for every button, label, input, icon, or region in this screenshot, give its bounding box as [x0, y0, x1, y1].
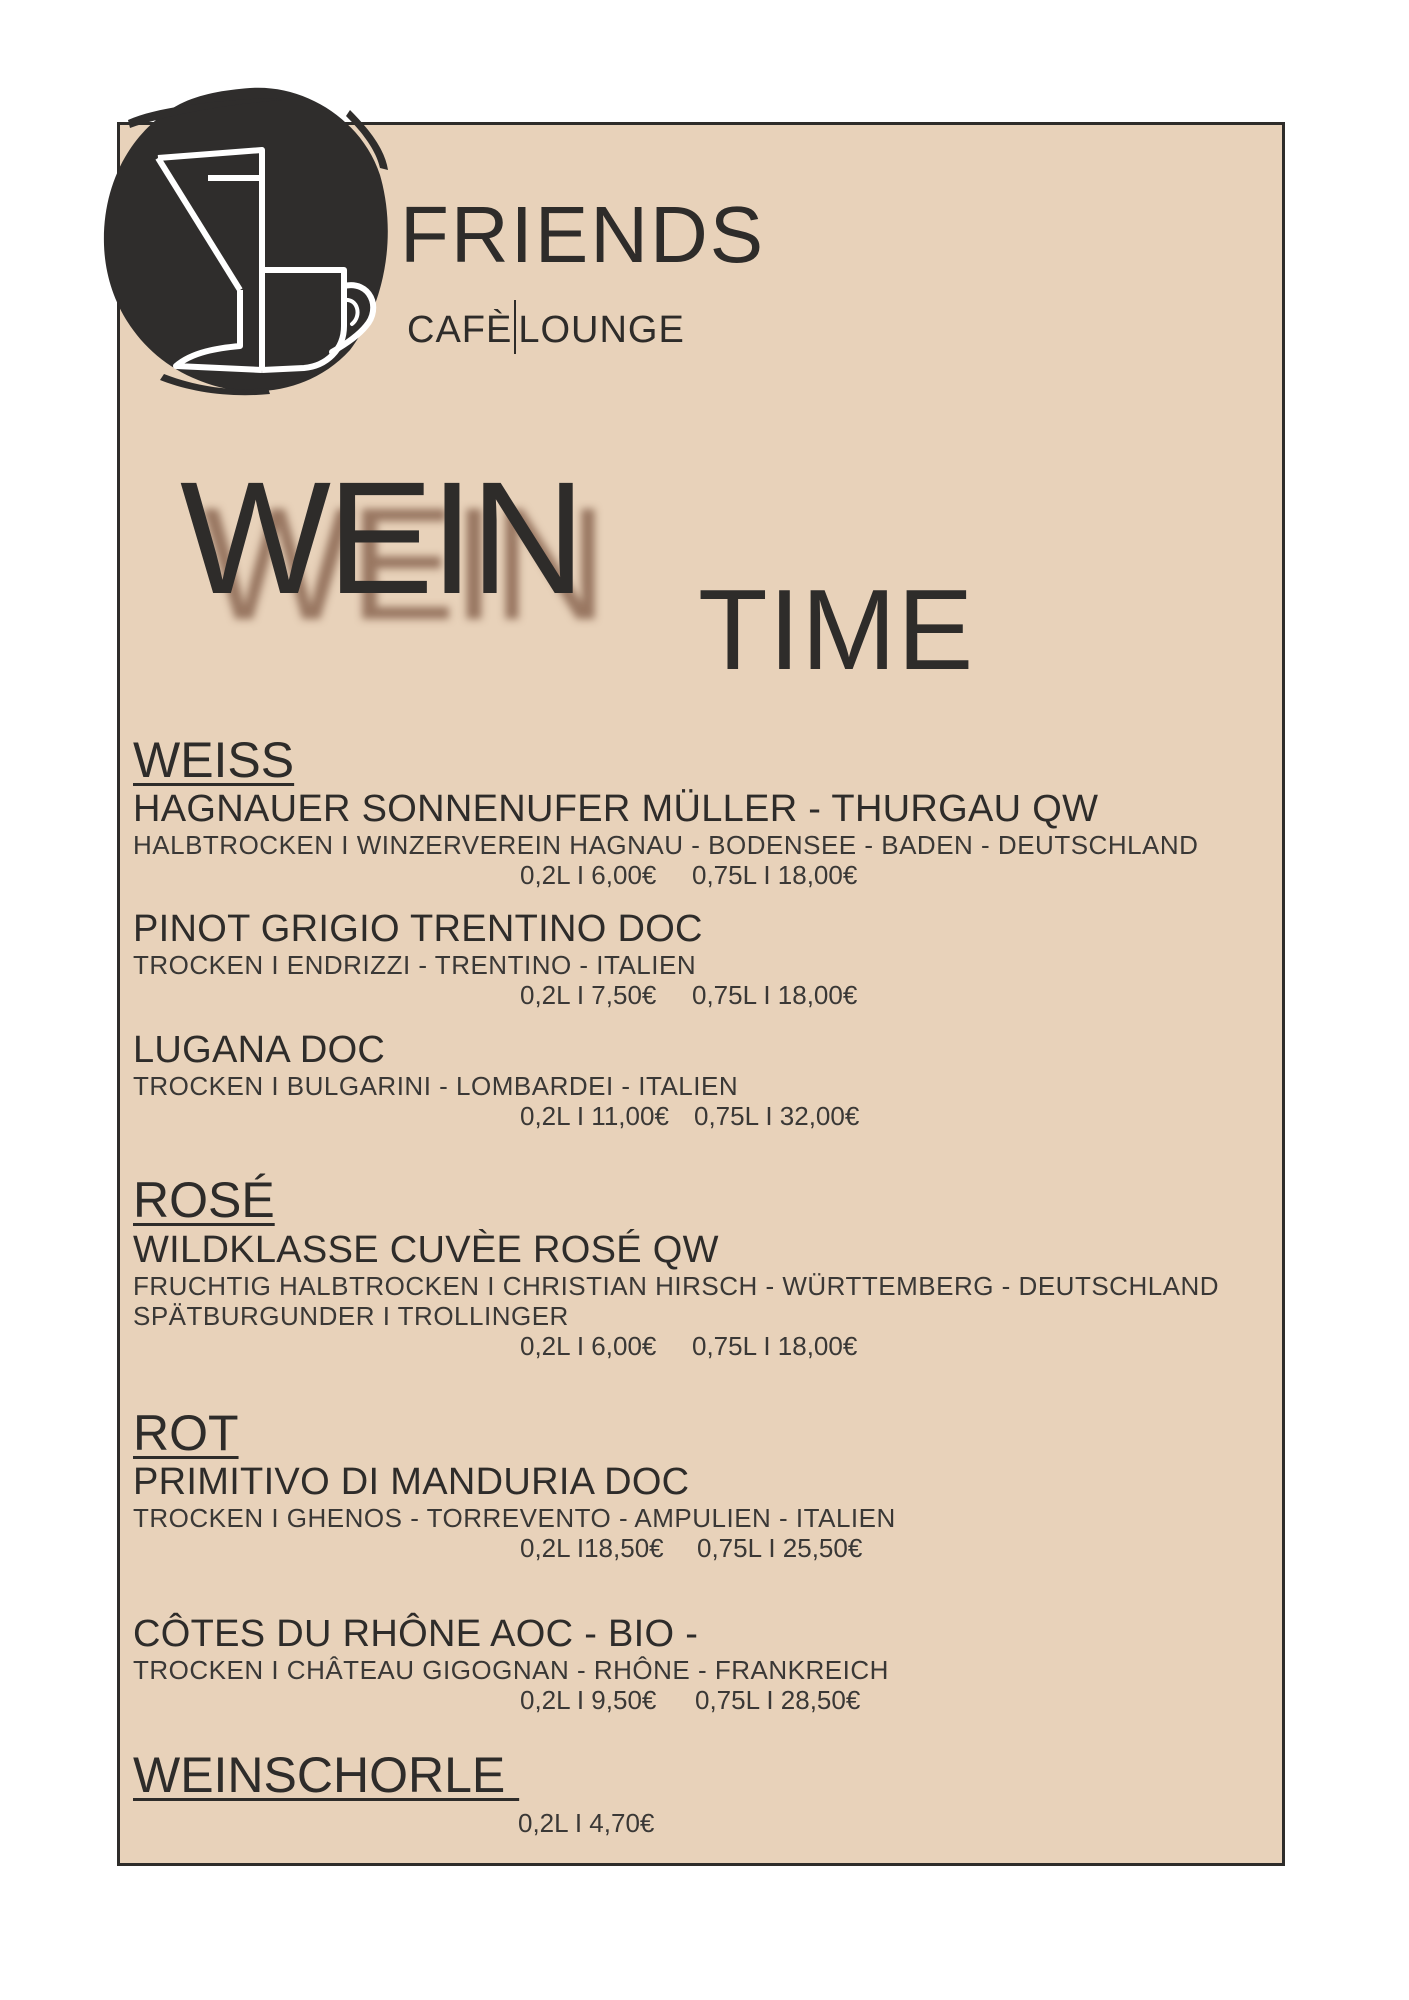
- wine-description: HALBTROCKEN I WINZERVEREIN HAGNAU - BODENSEE - BADEN - DEUTSCHLAND: [133, 830, 1199, 860]
- brand-divider: [514, 300, 516, 354]
- price-bottle: 0,75L I 18,00€: [692, 860, 858, 890]
- price-glass: 0,2L I 9,50€: [520, 1685, 657, 1715]
- wine-grapes: SPÄTBURGUNDER I TROLLINGER: [133, 1301, 569, 1331]
- brand-sub-right: LOUNGE: [518, 309, 685, 351]
- price-glass: 0,2L I 6,00€: [520, 1331, 657, 1361]
- wine-name: CÔTES DU RHÔNE AOC - BIO -: [133, 1613, 699, 1655]
- section-heading-rot: ROT: [133, 1405, 239, 1461]
- wine-description: TROCKEN I ENDRIZZI - TRENTINO - ITALIEN: [133, 950, 697, 980]
- wine-description: TROCKEN I CHÂTEAU GIGOGNAN - RHÔNE - FRANKREICH: [133, 1655, 889, 1685]
- price-bottle: 0,75L I 18,00€: [692, 980, 858, 1010]
- wine-name: WILDKLASSE CUVÈE ROSÉ QW: [133, 1229, 719, 1271]
- section-heading-rose: ROSÉ: [133, 1172, 275, 1228]
- wine-name: PRIMITIVO DI MANDURIA DOC: [133, 1461, 690, 1503]
- wine-description: FRUCHTIG HALBTROCKEN I CHRISTIAN HIRSCH - WÜRTTEMBERG - DEUTSCHLAND: [133, 1271, 1220, 1301]
- price-glass: 0,2L I18,50€: [520, 1533, 664, 1563]
- price-bottle: 0,75L I 25,50€: [697, 1533, 863, 1563]
- price-glass: 0,2L I 11,00€: [520, 1101, 669, 1131]
- price-bottle: 0,75L I 32,00€: [694, 1101, 860, 1131]
- cocktail-glass-and-coffee-cup-icon: [100, 80, 390, 398]
- wein-title: WEIN: [180, 448, 582, 627]
- wine-name: PINOT GRIGIO TRENTINO DOC: [133, 908, 703, 950]
- section-heading-weinschorle: WEINSCHORLE: [133, 1747, 520, 1803]
- brand-subtitle: [407, 300, 685, 354]
- wine-name: LUGANA DOC: [133, 1029, 386, 1071]
- section-heading-weiss: WEISS: [133, 732, 295, 788]
- wine-description: TROCKEN I GHENOS - TORREVENTO - AMPULIEN - ITALIEN: [133, 1503, 896, 1533]
- price-glass: 0,2L I 6,00€: [520, 860, 657, 890]
- wine-name: HAGNAUER SONNENUFER MÜLLER - THURGAU QW: [133, 788, 1099, 830]
- brand-sub-left: CAFÈ: [407, 309, 513, 351]
- price-bottle: 0,75L I 18,00€: [692, 1331, 858, 1361]
- wine-description: TROCKEN I BULGARINI - LOMBARDEI - ITALIEN: [133, 1071, 739, 1101]
- price-glass: 0,2L I 4,70€: [518, 1808, 655, 1838]
- time-title: TIME: [698, 567, 975, 694]
- price-glass: 0,2L I 7,50€: [520, 980, 657, 1010]
- price-bottle: 0,75L I 28,50€: [695, 1685, 861, 1715]
- brand-name: FRIENDS: [400, 190, 766, 279]
